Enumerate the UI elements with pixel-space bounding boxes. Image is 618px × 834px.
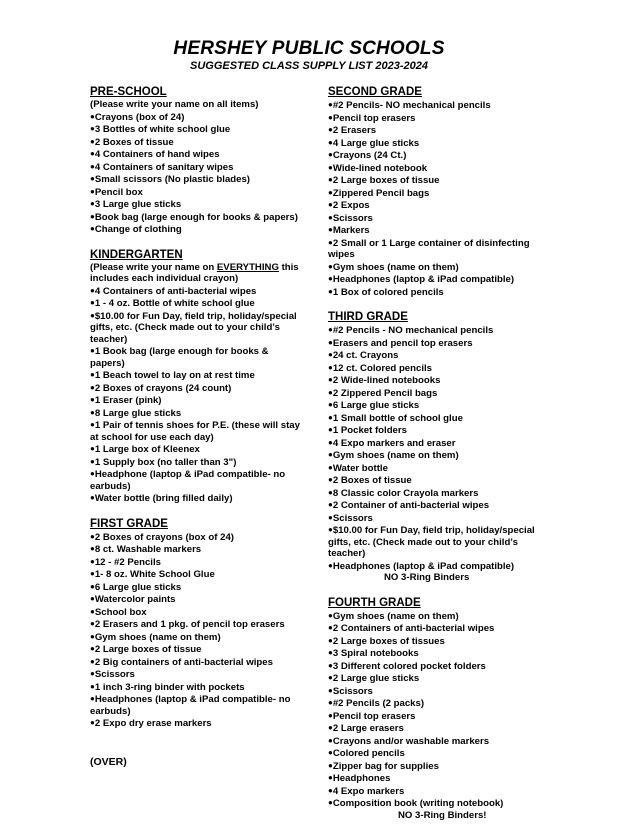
list-item: ● 3 Bottles of white school glue (90, 123, 304, 136)
list-item: ● Scissors (90, 668, 304, 681)
list-item: ● 1 Pair of tennis shoes for P.E. (these will stay at school for use each day) (90, 419, 304, 443)
list-item: ● 2 Wide-lined notebooks (328, 374, 550, 387)
kindergarten-note-emphasis: EVERYTHING (216, 261, 279, 273)
list-item: ● 24 ct. Crayons (328, 349, 550, 362)
fourth-grade-list (328, 610, 550, 810)
section-title-kindergarten: KINDERGARTEN (90, 248, 183, 261)
list-item: ● 4 Expo markers and eraser (328, 437, 550, 450)
list-item: ● Water bottle (bring filled daily) (90, 492, 304, 505)
list-item: ● Change of clothing (90, 223, 304, 236)
list-item: ● School box (90, 606, 304, 619)
second-grade-list (328, 99, 550, 298)
list-item: ● 1 inch 3-ring binder with pockets (90, 681, 304, 694)
page-subtitle: SUGGESTED CLASS SUPPLY LIST 2023-2024 (189, 60, 428, 72)
section-title-fourth-grade: FOURTH GRADE (328, 596, 421, 609)
list-item: ● 2 Large boxes of tissue (328, 174, 550, 187)
list-item: ● 2 Container of anti-bacterial wipes (328, 499, 550, 512)
list-item: ● #2 Pencils (2 packs) (328, 697, 550, 710)
list-item: ● Colored pencils (328, 747, 550, 760)
list-item: ● Crayons (24 Ct.) (328, 149, 550, 162)
first-grade-list (90, 531, 304, 730)
list-item: ● Gym shoes (name on them) (90, 631, 304, 644)
list-item: ● 8 Large glue sticks (90, 407, 304, 420)
list-item: ● Headphones (laptop & iPad compatible) (328, 560, 550, 573)
list-item: ● 6 Large glue sticks (328, 399, 550, 412)
list-item: ● $10.00 for Fun Day, field trip, holiday/special gifts, etc. (Check made out to your child’s teacher) (90, 310, 304, 346)
list-item: ● 3 Large glue sticks (90, 198, 304, 211)
section-title-first-grade: FIRST GRADE (90, 517, 168, 530)
preschool-section (90, 86, 304, 236)
preschool-list (90, 111, 304, 236)
list-item: ● Zipper bag for supplies (328, 760, 550, 773)
list-item: ● Erasers and pencil top erasers (328, 337, 550, 350)
kindergarten-note (90, 262, 304, 285)
page-title: HERSHEY PUBLIC SCHOOLS (173, 38, 445, 59)
third-grade-closing-note: NO 3-Ring Binders (384, 572, 470, 583)
list-item: ● 2 Large boxes of tissue (90, 643, 304, 656)
list-item: ● 2 Erasers and 1 pkg. of pencil top erasers (90, 618, 304, 631)
list-item: ● 2 Erasers (328, 124, 550, 137)
list-item: ● 2 Boxes of crayons (24 count) (90, 382, 304, 395)
list-item: ● 2 Large erasers (328, 722, 550, 735)
list-item: ● 1 Eraser (pink) (90, 394, 304, 407)
preschool-note: (Please write your name on all items) (90, 99, 259, 110)
list-item: ● 8 ct. Washable markers (90, 543, 304, 556)
list-item: ● Crayons (box of 24) (90, 111, 304, 124)
list-item: ● Zippered Pencil bags (328, 187, 550, 200)
list-item: ● 3 Different colored pocket folders (328, 660, 550, 673)
list-item: ● 12 - #2 Pencils (90, 556, 304, 569)
list-item: ● Gym shoes (name on them) (328, 261, 550, 274)
list-item: ● Crayons and/or washable markers (328, 735, 550, 748)
list-item: ● 2 Containers of anti-bacterial wipes (328, 622, 550, 635)
list-item: ● 1 Beach towel to lay on at rest time (90, 369, 304, 382)
list-item: ● 12 ct. Colored pencils (328, 362, 550, 375)
list-item: ● Headphones (laptop & iPad compatible) (328, 273, 550, 286)
list-item: ● Wide-lined notebook (328, 162, 550, 175)
list-item: ● 4 Containers of sanitary wipes (90, 161, 304, 174)
list-item: ● 2 Boxes of tissue (328, 474, 550, 487)
list-item: ● 1 - 4 oz. Bottle of white school glue (90, 297, 304, 310)
list-item: ● Pencil top erasers (328, 112, 550, 125)
kindergarten-list (90, 285, 304, 505)
section-title-third-grade: THIRD GRADE (328, 311, 408, 323)
list-item: ● Scissors (328, 685, 550, 698)
list-item: ● 1- 8 oz. White School Glue (90, 568, 304, 581)
fourth-grade-section (328, 597, 550, 822)
right-column (328, 86, 550, 834)
list-item: ● Headphones (328, 772, 550, 785)
list-item: ● Scissors (328, 212, 550, 225)
list-item: ● 2 Small or 1 Large container of disinfecting wipes (328, 237, 550, 261)
list-item: ● Pencil box (90, 186, 304, 199)
section-title-preschool: PRE-SCHOOL (90, 86, 167, 98)
list-item: ● 4 Expo markers (328, 785, 550, 798)
left-column (90, 86, 304, 743)
list-item: ● 2 Expo dry erase markers (90, 717, 304, 730)
kindergarten-section (90, 249, 304, 505)
third-grade-list (328, 324, 550, 572)
list-item: ● 2 Expos (328, 199, 550, 212)
list-item: ● Scissors (328, 512, 550, 525)
list-item: ● 2 Boxes of crayons (box of 24) (90, 531, 304, 544)
kindergarten-note-end: this includes each individual crayon) (90, 261, 299, 284)
list-item: ● 2 Big containers of anti-bacterial wipes (90, 656, 304, 669)
section-title-second-grade: SECOND GRADE (328, 86, 422, 98)
third-grade-section (328, 311, 550, 584)
list-item: ● 3 Spiral notebooks (328, 647, 550, 660)
second-grade-section (328, 86, 550, 298)
list-item: ● Headphone (laptop & iPad compatible- no earbuds) (90, 468, 304, 492)
list-item: ● #2 Pencils - NO mechanical pencils (328, 324, 550, 337)
list-item: ● 4 Containers of hand wipes (90, 148, 304, 161)
list-item: ● 2 Zippered Pencil bags (328, 387, 550, 400)
over-note: (OVER) (90, 756, 127, 768)
list-item: ● Headphones (laptop & iPad compatible- no earbuds) (90, 693, 304, 717)
list-item: ● 1 Pocket folders (328, 424, 550, 437)
list-item: ● 1 Box of colored pencils (328, 286, 550, 299)
list-item: ● Book bag (large enough for books & papers) (90, 211, 304, 224)
kindergarten-note-start: (Please write your name on (90, 261, 217, 273)
list-item: ● Water bottle (328, 462, 550, 475)
list-item: ● 1 Small bottle of school glue (328, 412, 550, 425)
list-item: ● $10.00 for Fun Day, field trip, holiday/special gifts, etc. (Check made out to your child’s teacher) (328, 524, 550, 560)
list-item: ● #2 Pencils- NO mechanical pencils (328, 99, 550, 112)
list-item: ● Small scissors (No plastic blades) (90, 173, 304, 186)
list-item: ● 4 Containers of anti-bacterial wipes (90, 285, 304, 298)
list-item: ● Gym shoes (name on them) (328, 449, 550, 462)
list-item: ● Composition book (writing notebook) (328, 797, 550, 810)
fourth-grade-closing-note: NO 3-Ring Binders! (398, 809, 487, 821)
list-item: ● 4 Large glue sticks (328, 137, 550, 150)
list-item: ● 1 Large box of Kleenex (90, 443, 304, 456)
list-item: ● 1 Book bag (large enough for books & papers) (90, 345, 304, 369)
list-item: ● 2 Large boxes of tissues (328, 635, 550, 648)
list-item: ● Markers (328, 224, 550, 237)
list-item: ● 8 Classic color Crayola markers (328, 487, 550, 500)
list-item: ● Gym shoes (name on them) (328, 610, 550, 623)
list-item: ● Pencil top erasers (328, 710, 550, 723)
list-item: ● 6 Large glue sticks (90, 581, 304, 594)
list-item: ● 2 Large glue sticks (328, 672, 550, 685)
first-grade-section (90, 518, 304, 730)
list-item: ● Watercolor paints (90, 593, 304, 606)
list-item: ● 1 Supply box (no taller than 3") (90, 456, 304, 469)
list-item: ● 2 Boxes of tissue (90, 136, 304, 149)
